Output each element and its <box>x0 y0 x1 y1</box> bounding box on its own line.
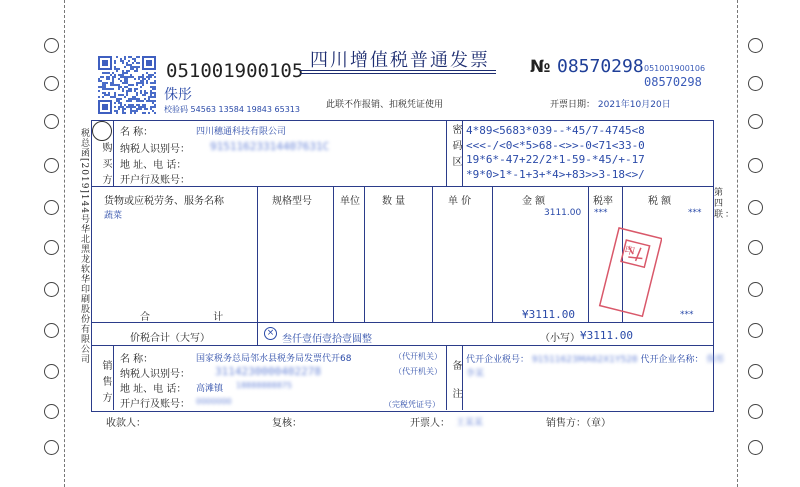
seller-tax-id-note: （代开机关） <box>394 367 442 376</box>
perforation-hole <box>44 114 59 129</box>
perforation-hole <box>748 282 763 297</box>
item-tax: *** <box>688 208 702 218</box>
total-label: 合 计 <box>140 312 254 323</box>
words-divider <box>257 322 258 345</box>
remarks-tax-id: 91511623MA62X1Y528 <box>531 355 638 365</box>
small-total-label: （小写） <box>540 333 580 344</box>
header-tax-rate: 税率 <box>593 196 613 207</box>
remarks-label: 备注 <box>450 360 461 416</box>
col-tax-rate <box>588 186 589 322</box>
seller-name-label: 名 称： <box>120 354 154 365</box>
buyer-bank-label: 开户行及账号： <box>120 175 190 186</box>
copy-label: 第四联： <box>714 188 737 220</box>
number-code-small: 051001900106 <box>644 64 706 73</box>
seller-divider <box>113 345 114 410</box>
stamp-text: 印 <box>623 244 636 258</box>
date-label: 开票日期： <box>550 100 596 110</box>
perforation-hole <box>44 404 59 419</box>
header-item-name: 货物或应税劳务、服务名称 <box>104 196 224 207</box>
buyer-name: 四川穗通科技有限公司 <box>196 127 287 137</box>
seller-tax-id-label: 纳税人识别号： <box>120 369 190 380</box>
left-perforation <box>64 0 65 487</box>
col-qty <box>364 186 365 322</box>
seller-bank-note: （完税凭证号） <box>384 400 440 409</box>
cipher-line: <<<-/<0<*5>68-<>>-0<71<33-0 <box>466 138 645 152</box>
buyer-section-label: 购买方 <box>100 142 111 190</box>
perforation-hole <box>748 240 763 255</box>
col-unit <box>333 186 334 322</box>
seller-seal-label: 销售方：（章） <box>546 418 611 429</box>
password-area-label: 密码区 <box>450 124 461 172</box>
seller-name-note: （代开机关） <box>394 352 442 361</box>
title-underline-1 <box>300 70 496 71</box>
cross-circle-icon: × <box>264 327 277 340</box>
buyer-divider <box>113 120 114 186</box>
remarks-line-2: 李某 <box>466 369 485 379</box>
total-amount: ¥3111.00 <box>522 308 575 321</box>
remarks-line-1 <box>466 352 724 365</box>
check-code-label: 校验码 <box>164 105 188 114</box>
buyer-short-name: 侏彤 <box>164 87 192 103</box>
seller-phone: 18888888875 <box>236 381 292 390</box>
circle-mark <box>92 121 112 141</box>
separator-buyer <box>91 186 713 187</box>
perforation-hole <box>44 76 59 91</box>
perforation-hole <box>44 440 59 455</box>
perforation-hole <box>44 200 59 215</box>
invoice-code: 051001900105 <box>166 60 304 82</box>
check-code-value: 54563 13584 19843 65313 <box>190 105 300 114</box>
printer-notice: 税总函[2019]144号华北黑龙软华印刷股份有限公司 <box>79 128 89 365</box>
qr-code <box>98 56 156 118</box>
total-words-label: 价税合计（大写） <box>130 333 210 344</box>
reviewer-label: 复核： <box>272 418 302 429</box>
header-tax: 税 额 <box>648 196 672 207</box>
perforation-hole <box>748 323 763 338</box>
perforation-hole <box>748 440 763 455</box>
seller-tax-id: 3114230000402278 <box>215 365 321 378</box>
header-qty: 数 量 <box>382 196 406 207</box>
perforation-hole <box>44 282 59 297</box>
total-words: 叁仟壹佰壹拾壹圆整 <box>282 334 372 345</box>
password-divider-left <box>446 120 447 186</box>
date-value: 2021年10月20日 <box>597 100 671 110</box>
remarks-tax-id-label: 代开企业税号： <box>466 355 530 365</box>
col-spec <box>257 186 258 322</box>
cipher-line: 4*89<5683*039--*45/7-4745<8 <box>466 124 645 137</box>
number-symbol: № <box>530 57 551 77</box>
item-tax-rate: *** <box>594 208 608 218</box>
invoice-number: 08570298 <box>557 56 644 77</box>
seller-section-label: 销售方 <box>100 360 111 408</box>
buyer-name-label: 名 称： <box>120 127 154 138</box>
header-amount: 金 额 <box>522 196 546 207</box>
cipher-line: 19*6*-47+22/2*1-59-*45/+-17 <box>466 153 645 166</box>
seller-address: 高滩镇 <box>196 384 224 394</box>
usage-notice: 此联不作报销、扣税凭证使用 <box>326 100 444 110</box>
remarks-company: 侏彤 <box>706 355 725 365</box>
perforation-hole <box>44 38 59 53</box>
header-unit: 单位 <box>340 196 360 207</box>
buyer-tax-id: 91511623314407631C <box>210 140 330 153</box>
issue-date <box>550 97 671 110</box>
perforation-hole <box>748 158 763 173</box>
seller-name: 国家税务总局邻水县税务局发票代开68 <box>196 354 352 364</box>
drawer-label: 开票人： <box>410 418 450 429</box>
password-area <box>466 124 645 182</box>
seller-bank: 0000000 <box>196 397 232 406</box>
remarks-company-label: 代开企业名称： <box>640 355 704 365</box>
check-code <box>164 104 300 115</box>
perforation-hole <box>748 200 763 215</box>
payee-label: 收款人： <box>106 418 146 429</box>
remarks-divider-left <box>446 345 447 410</box>
title-underline-2 <box>300 73 496 74</box>
total-tax: *** <box>680 310 694 320</box>
invoice-title: 四川增值税普通发票 <box>310 50 490 71</box>
perforation-hole <box>44 364 59 379</box>
col-amount <box>492 186 493 322</box>
header-price: 单 价 <box>448 196 472 207</box>
item-amount: 3111.00 <box>544 208 582 218</box>
perforation-hole <box>44 323 59 338</box>
perforation-hole <box>748 76 763 91</box>
small-total-value: ¥3111.00 <box>580 329 633 342</box>
cipher-line: *9*0>1*-1+3+*4>+83>>3-18<>/ <box>466 167 645 181</box>
seller-address-label: 地 址、电 话： <box>120 384 187 395</box>
buyer-tax-id-label: 纳税人识别号： <box>120 144 190 155</box>
invoice-number-small: 08570298 <box>644 75 702 89</box>
buyer-address-label: 地 址、电 话： <box>120 160 187 171</box>
perforation-hole <box>44 158 59 173</box>
drawer-value: 王某某 <box>456 418 484 428</box>
perforation-hole <box>748 38 763 53</box>
seller-bank-label: 开户行及账号： <box>120 399 190 410</box>
col-price <box>432 186 433 322</box>
perforation-hole <box>44 240 59 255</box>
right-perforation <box>737 0 738 487</box>
item-name: 蔬菜 <box>104 211 123 221</box>
header-spec: 规格型号 <box>272 196 312 207</box>
perforation-hole <box>748 364 763 379</box>
separator-total <box>91 345 713 346</box>
perforation-hole <box>748 404 763 419</box>
perforation-hole <box>748 114 763 129</box>
